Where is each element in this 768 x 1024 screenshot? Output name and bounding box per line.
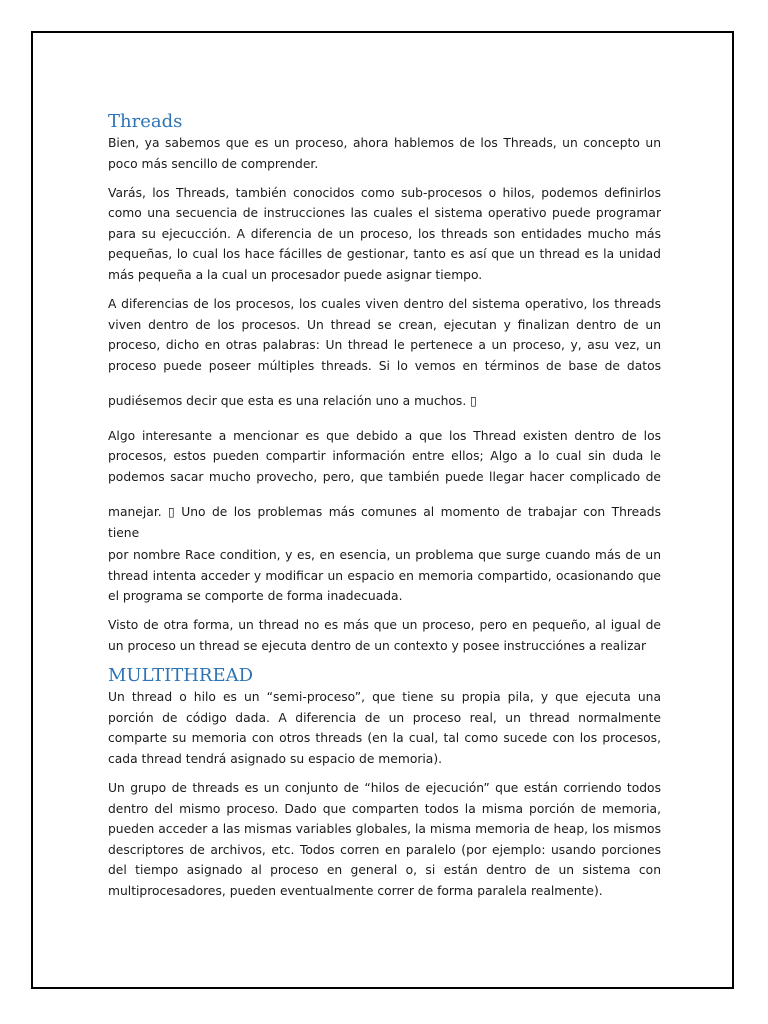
paragraph: por nombre Race condition, y es, en esencia, un problema que surge cuando más de un thread intenta acceder y modificar un espacio en memoria compartido, ocasionando que el programa se comporte de forma inadecuada.	[108, 548, 661, 604]
paragraph: manejar. ▯ Uno de los problemas más comunes al momento de trabajar con Threads tiene	[108, 504, 661, 540]
paragraph: Un grupo de threads es un conjunto de “hilos de ejecución” que están corriendo todos dentro del mismo proceso. Dado que comparten todos la misma porción de memoria, pueden acceder a las mismas variables globales, la misma memoria de heap, los mismos descriptores de archivos, etc. Todos corren en paralelo (por ejemplo: usando porciones del tiempo asignado al proceso en general o, si están dentro de un sistema con multiprocesadores, pueden eventualmente correr de forma paralela realmente).	[108, 780, 661, 898]
heading-threads: Threads	[108, 111, 183, 132]
heading-multithread: MULTITHREAD	[108, 665, 254, 687]
paragraph: Un thread o hilo es un “semi-proceso”, que tiene su propia pila, y que ejecuta una porción de código dada. A diferencia de un proceso real, un thread normalmente comparte su memoria con otros threads (en la cual, tal como sucede con los procesos, cada thread tendrá asignado su espacio de memoria).	[108, 690, 661, 766]
document-body	[108, 111, 661, 910]
paragraph: Bien, ya sabemos que es un proceso, ahora hablemos de los Threads, un concepto un poco más sencillo de comprender.	[108, 136, 661, 171]
paragraph: pudiésemos decir que esta es una relación uno a muchos. ▯	[108, 394, 477, 409]
paragraph: A diferencias de los procesos, los cuales viven dentro del sistema operativo, los threads viven dentro de los procesos. Un thread se crean, ejecutan y finalizan dentro de un proceso, dicho en otras palabras: Un thread le pertenece a un proceso, y, asu vez, un proceso puede poseer múltiples threads. Si lo vemos en términos de base de datos	[108, 297, 661, 373]
paragraph: Algo interesante a mencionar es que debido a que los Thread existen dentro de los procesos, estos pueden compartir información entre ellos; Algo a lo cual sin duda le podemos sacar mucho provecho, pero, que también puede llegar hacer complicado de	[108, 428, 661, 484]
paragraph: Varás, los Threads, también conocidos como sub-procesos o hilos, podemos definirlos como una secuencia de instrucciones las cuales el sistema operativo puede programar para su ejecucción. A diferencia de un proceso, los threads son entidades mucho más pequeñas, lo cual los hace fácilles de gestionar, tanto es así que un thread es la unidad más pequeña a la cual un procesador puede asignar tiempo.	[108, 185, 661, 283]
document-page	[31, 31, 734, 989]
paragraph: Visto de otra forma, un thread no es más que un proceso, pero en pequeño, al igual de un proceso un thread se ejecuta dentro de un contexto y posee instrucciónes a realizar	[108, 618, 661, 653]
